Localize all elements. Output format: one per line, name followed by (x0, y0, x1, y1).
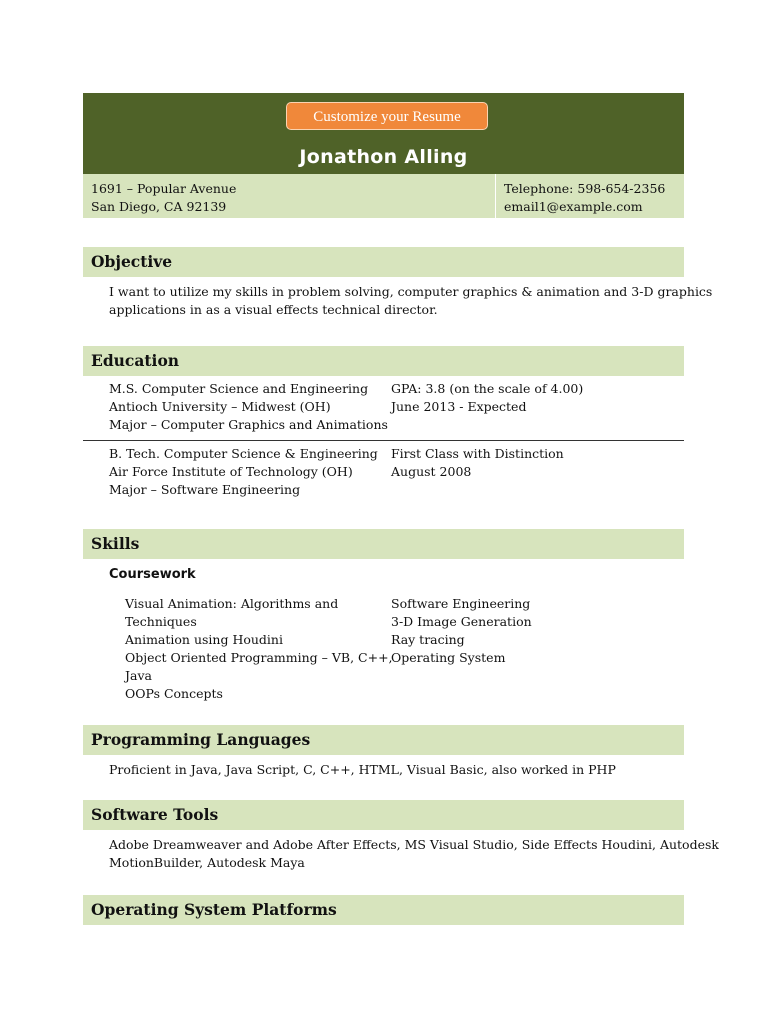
gpa: GPA: 3.8 (on the scale of 4.00) (391, 381, 584, 396)
section-heading-software-tools: Software Tools (83, 800, 684, 830)
institution: Air Force Institute of Technology (OH) (109, 464, 353, 479)
programming-line-1: Proficient in Java, Java Script, C, C++, HTML, Visual Basic, also worked in PHP (109, 762, 616, 777)
degree: B. Tech. Computer Science & Engineering (109, 446, 378, 461)
coursework-list (83, 583, 684, 703)
course-item: Operating System (391, 650, 506, 665)
major: Major – Software Engineering (109, 482, 301, 497)
programming-text (83, 755, 684, 779)
course-item: OOPs Concepts (125, 686, 223, 701)
degree: M.S. Computer Science and Engineering (109, 381, 369, 396)
course-item: Object Oriented Programming – VB, C++, (125, 650, 393, 665)
address-block (83, 174, 496, 218)
software-text (83, 830, 719, 872)
course-item: Ray tracing (391, 632, 465, 647)
software-line-1: Adobe Dreamweaver and Adobe After Effects, MS Visual Studio, Side Effects Houdini, Autodesk (109, 837, 719, 852)
major: Major – Computer Graphics and Animations (109, 417, 388, 432)
address-line-1: 1691 – Popular Avenue (91, 181, 237, 196)
section-heading-operating-system-platforms: Operating System Platforms (83, 895, 684, 925)
course-item: Visual Animation: Algorithms and (125, 596, 339, 611)
course-item: Software Engineering (391, 596, 531, 611)
resume-page (83, 93, 719, 925)
section-heading-programming-languages: Programming Languages (83, 725, 684, 755)
course-item: 3-D Image Generation (391, 614, 532, 629)
applicant-name: Jonathon Alling (299, 146, 468, 168)
customize-resume-button[interactable]: Customize your Resume (286, 102, 488, 130)
phone-email-block (496, 174, 684, 218)
section-heading-skills: Skills (83, 529, 684, 559)
coursework-subheading: Coursework (109, 567, 196, 582)
course-item: Techniques (125, 614, 197, 629)
course-item: Animation using Houdini (125, 632, 283, 647)
objective-text (83, 277, 713, 319)
section-heading-education: Education (83, 346, 684, 376)
course-item: Java (125, 668, 152, 683)
telephone: Telephone: 598-654-2356 (504, 181, 666, 196)
date: June 2013 - Expected (391, 399, 527, 414)
objective-line-2: applications in as a visual effects technical director. (109, 302, 438, 317)
address-line-2: San Diego, CA 92139 (91, 199, 227, 214)
education-entry (83, 441, 684, 499)
section-heading-objective: Objective (83, 247, 684, 277)
honors: First Class with Distinction (391, 446, 564, 461)
contact-bar (83, 174, 684, 218)
software-line-2: MotionBuilder, Autodesk Maya (109, 855, 305, 870)
email[interactable]: email1@example.com (504, 199, 643, 214)
date: August 2008 (391, 464, 472, 479)
education-entry (83, 376, 684, 434)
institution: Antioch University – Midwest (OH) (109, 399, 331, 414)
header-banner (83, 93, 684, 174)
objective-line-1: I want to utilize my skills in problem solving, computer graphics & animation and 3-D graphics (109, 284, 713, 299)
